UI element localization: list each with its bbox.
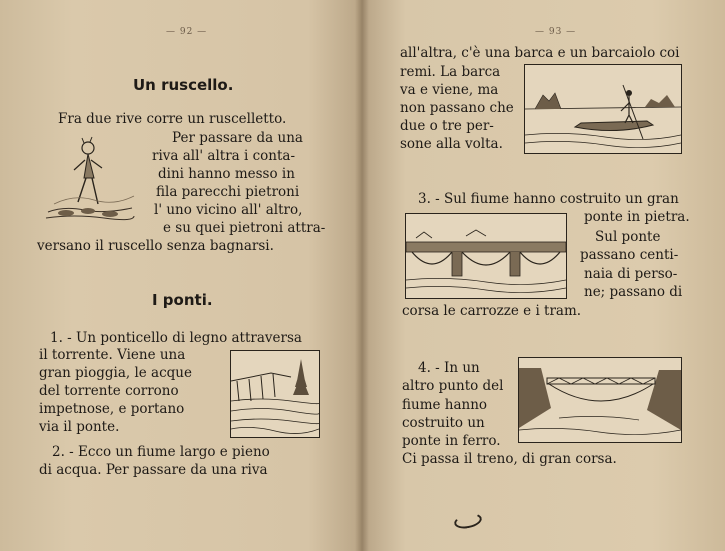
ink-stain	[453, 511, 483, 531]
text-line: fiume hanno	[402, 397, 488, 413]
book-gutter	[355, 0, 369, 551]
page-number: — 93 —	[535, 27, 577, 37]
text-line: il torrente. Viene una	[39, 347, 186, 363]
text-line: 3. - Sul fiume hanno costruito un gran	[418, 191, 679, 207]
text-line: di acqua. Per passare da una riva	[39, 462, 268, 478]
wooden-bridge-illustration	[230, 350, 320, 438]
text-line: 2. - Ecco un fiume largo e pieno	[52, 444, 270, 460]
text-line: altro punto del	[402, 378, 504, 394]
text-line: corsa le carrozze e i tram.	[402, 303, 582, 319]
text-line: impetnose, e portano	[39, 401, 185, 417]
text-line: ne; passano di	[584, 284, 683, 300]
heading-ponti: I ponti.	[152, 291, 213, 309]
text-line: all'altra, c'è una barca e un barcaiolo coi	[400, 45, 680, 61]
text-line: non passano che	[400, 100, 514, 116]
text-line: 4. - In un	[418, 360, 480, 376]
text-line: ponte in pietra.	[584, 209, 690, 225]
text-line: versano il ruscello senza bagnarsi.	[37, 238, 274, 254]
text-line: Per passare da una	[172, 130, 303, 146]
stone-bridge-illustration	[405, 213, 567, 299]
text-line: fila parecchi pietroni	[156, 184, 300, 200]
heading-ruscello: Un ruscello.	[133, 76, 234, 94]
text-line: del torrente corrono	[39, 383, 179, 399]
text-line: e su quei pietroni attra-	[163, 220, 326, 236]
text-line: Sul ponte	[595, 229, 661, 245]
text-line: riva all' altra i conta-	[152, 148, 296, 164]
text-line: ponte in ferro.	[402, 433, 501, 449]
text-line: Ci passa il treno, di gran corsa.	[402, 451, 617, 467]
text-line: 1. - Un ponticello di legno attraversa	[50, 330, 302, 346]
text-line: l' uno vicino all' altro,	[154, 202, 303, 218]
iron-bridge-illustration	[518, 357, 682, 443]
text-line: dini hanno messo in	[158, 166, 295, 182]
text-line: gran pioggia, le acque	[39, 365, 192, 381]
text-line: remi. La barca	[400, 64, 501, 80]
text-line: via il ponte.	[39, 419, 120, 435]
text-line: va e viene, ma	[400, 82, 499, 98]
text-line: Fra due rive corre un ruscelletto.	[58, 111, 287, 127]
text-line: costruito un	[402, 415, 485, 431]
page-number: — 92 —	[166, 27, 208, 37]
text-line: sone alla volta.	[400, 136, 503, 152]
text-line: naia di perso-	[584, 266, 678, 282]
boat-ferry-illustration	[524, 64, 682, 154]
text-line: due o tre per-	[400, 118, 494, 134]
right-page	[362, 0, 725, 551]
left-page	[0, 0, 362, 551]
child-crossing-stream-illustration	[44, 134, 136, 226]
text-line: passano centi-	[580, 247, 679, 263]
